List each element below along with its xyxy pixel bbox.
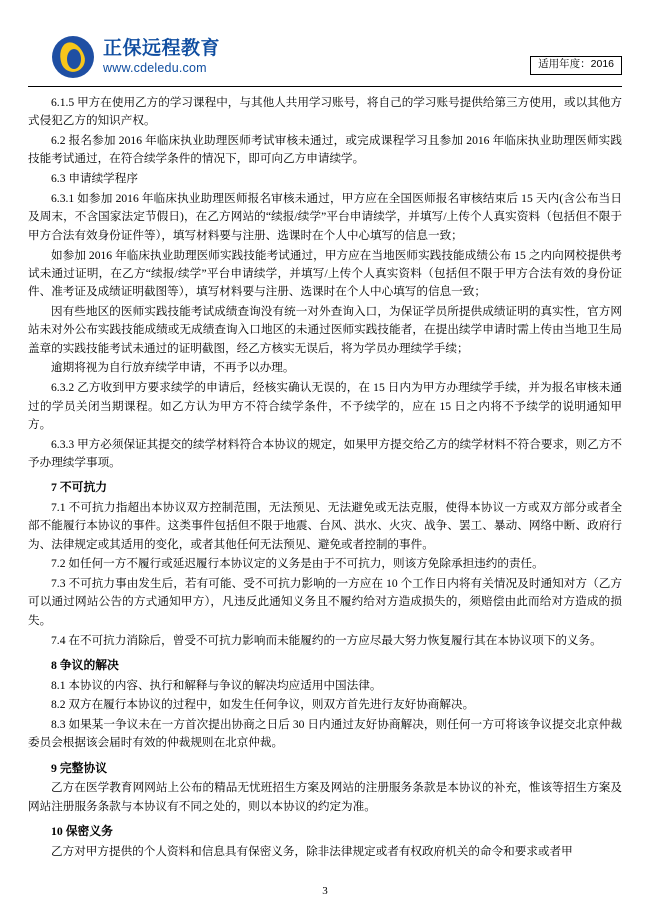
paragraph: 乙方在医学教育网网站上公布的精品无忧班招生方案及网站的注册服务条款是本协议的补充，惟该等招生方案及网站注册服务条款与本协议有不同之处的，则以本协议的约定为准。 xyxy=(28,781,622,813)
section-heading: 10 保密义务 xyxy=(51,824,113,838)
paragraph: 乙方对甲方提供的个人资料和信息具有保密义务，除非法律规定或者有权政府机关的命令和要求或者甲 xyxy=(51,844,573,858)
paragraph: 6.2 报名参加 2016 年临床执业助理医师考试审核未通过，或完成课程学习且参加 2016 年临床执业助理医师实践技能考试通过，在符合续学条件的情况下，即可向乙方申请续学。 xyxy=(28,134,622,166)
page-number: 3 xyxy=(322,885,328,897)
applicable-year-badge: 适用年度：2016 xyxy=(530,56,622,75)
paragraph: 7.4 在不可抗力消除后，曾受不可抗力影响而未能履约的一方应尽最大努力恢复履行其在本协议项下的义务。 xyxy=(51,633,602,647)
clause-6-group xyxy=(28,94,622,472)
section-force-majeure xyxy=(28,478,622,650)
section-entire-agreement xyxy=(28,759,622,816)
paragraph: 6.1.5 甲方在使用乙方的学习课程中，与其他人共用学习账号，将自己的学习账号提供给第三方使用，或以其他方式侵犯乙方的知识产权。 xyxy=(28,96,622,128)
logo-icon xyxy=(52,36,94,78)
paragraph: 8.1 本协议的内容、执行和解释与争议的解决均应适用中国法律。 xyxy=(51,678,382,692)
paragraph: 6.3 申请续学程序 xyxy=(51,172,138,186)
paragraph: 6.3.1 如参加 2016 年临床执业助理医师报名审核未通过，甲方应在全国医师报名审核结束后 15 天内(含公布当日及周末，不含国家法定节假日)，在乙方网站的“续报/续学”平台申请续学，并填写/上传个人真实资料（包括但不限于甲方合法有效身份证件等），填写材料要与注册、选课时在个人中心填写的信息一致； xyxy=(28,192,622,242)
paragraph: 逾期将视为自行放弃续学申请，不再予以办理。 xyxy=(51,361,295,375)
paragraph: 7.3 不可抗力事由发生后，若有可能、受不可抗力影响的一方应在 10 个工作日内将有关情况及时通知对方（乙方可以通过网站公告的方式通知甲方），凡违反此通知义务且不履约给对方造成损失的，须赔偿由此而给对方造成的损失。 xyxy=(28,577,622,627)
section-heading: 7 不可抗力 xyxy=(51,480,108,495)
brand-logo xyxy=(52,36,220,78)
section-heading: 9 完整协议 xyxy=(51,760,108,775)
paragraph: 如参加 2016 年临床执业助理医师实践技能考试通过，甲方应在当地医师实践技能成绩公布 15 之内向网校提供考试未通过证明，在乙方“续报/续学”平台申请续学，并填写/上传个人真实资料（包括但不限于甲方合法有效的身份证件、准考证及成绩证明截图等），填写材料要与注册、选课时在个人中心填写的信息一致； xyxy=(28,248,622,299)
page-header xyxy=(0,0,650,86)
paragraph: 7.2 如任何一方不履行或延迟履行本协议定的义务是由于不可抗力，则该方免除承担违约的责任。 xyxy=(51,557,544,571)
brand-name: 正保远程教育 xyxy=(103,37,221,59)
brand-text xyxy=(103,39,220,75)
paragraph: 6.3.3 甲方必须保证其提交的续学材料符合本协议的规定，如果甲方提交给乙方的续学材料不符合要求，则乙方不予办理续学事项。 xyxy=(28,437,622,469)
paragraph: 7.1 不可抗力指超出本协议双方控制范围，无法预见、无法避免或无法克服，使得本协议一方或双方部分或者全部不能履行本协议的事件。这类事件包括但不限于地震、台风、洪水、火灾、战争、罢工、暴动、网络中断、政府行为、法律规定或其适用的变化，或者其他任何无法预见、避免或者控制的事件。 xyxy=(28,500,622,551)
paragraph: 8.2 双方在履行本协议的过程中，如发生任何争议，则双方首先进行友好协商解决。 xyxy=(51,698,475,712)
brand-url: www.cdeledu.com xyxy=(103,60,207,75)
header-divider xyxy=(28,86,622,87)
paragraph: 6.3.2 乙方收到甲方要求续学的申请后，经核实确认无误的，在 15 日内为甲方办理续学手续，并为报名审核未通过的学员关闭当期课程。如乙方认为甲方不符合续学条件，不予续学的，应在 15 日之内将不予续学的说明通知甲方。 xyxy=(28,381,622,431)
paragraph: 8.3 如果某一争议未在一方首次提出协商之日后 30 日内通过友好协商解决，则任何一方可将该争议提交北京仲裁委员会根据该会届时有效的仲裁规则在北京仲裁。 xyxy=(28,718,622,750)
section-dispute-resolution xyxy=(28,656,622,753)
paragraph: 因有些地区的医师实践技能考试成绩查询没有统一对外查询入口，为保证学员所提供成绩证明的真实性，官方网站未对外公布实践技能成绩或无成绩查询入口地区的未通过医师实践技能者，在提出续学申请时需上传由当地卫生局盖章的实践技能考试未通过的证明截图，经乙方核实无误后，将为学员办理续学手续； xyxy=(28,304,622,355)
document-body xyxy=(28,94,622,862)
section-confidentiality xyxy=(28,822,622,861)
section-heading: 8 争议的解决 xyxy=(51,657,119,672)
